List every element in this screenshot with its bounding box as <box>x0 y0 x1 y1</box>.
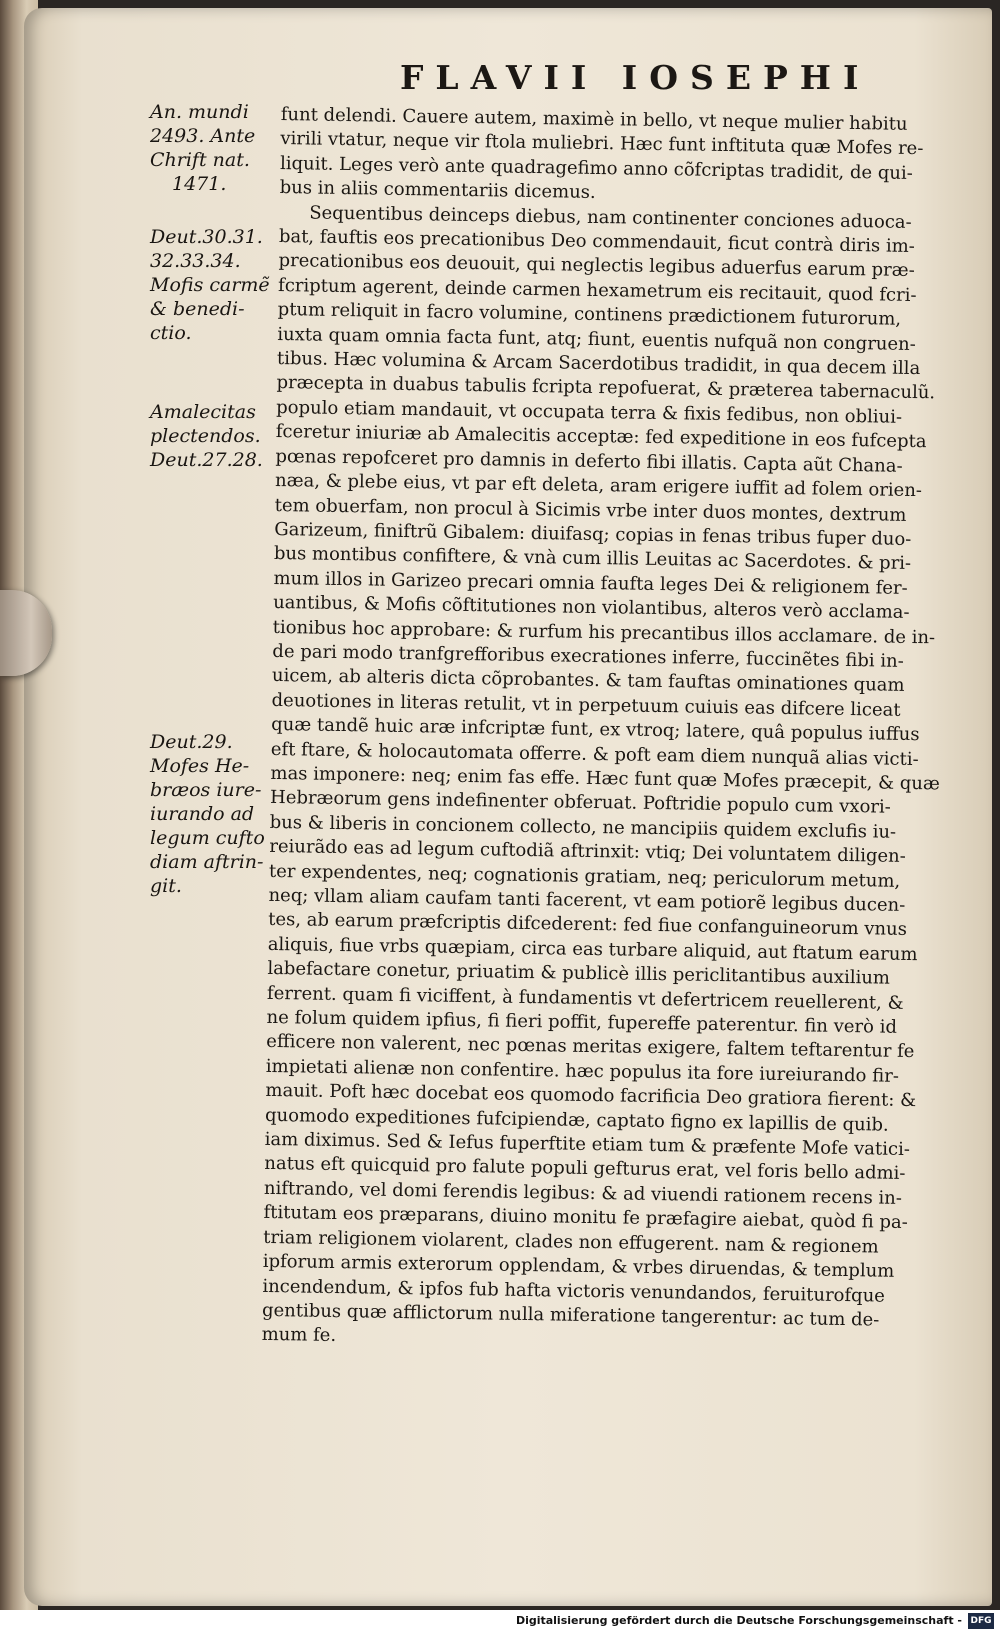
text-line: mum fe. <box>261 1324 337 1347</box>
footer-bar <box>0 1610 1000 1634</box>
text-line: impietati alienæ non confentire. hæc populus ita fore iureiurando fir- <box>265 1055 900 1087</box>
text-line: bus & liberis in concionem collecto, ne mancipiis quidem exclufis iu- <box>269 811 897 843</box>
margin-note-deut3031 <box>150 225 285 345</box>
text-line: ipforum armis exterorum opplendam, & vrbes diruendas, & templum <box>262 1250 895 1282</box>
margin-note-line: plectendos. <box>150 425 261 447</box>
text-line: tes, ab earum præfcriptis difcederent: fed fiue confanguineorum vnus <box>268 909 908 941</box>
text-line: precationibus eos deuouit, qui neglectis legibus aduerfus earum præ- <box>278 250 915 282</box>
margin-note-deut29 <box>150 730 285 898</box>
text-line: eft ftare, & holocautomata offerre. & poft eam diem nunquã alias victi- <box>270 738 919 770</box>
text-line: ferrent. quam fi viciffent, à fundamentis vt defertricem reuellerent, & <box>266 982 904 1014</box>
margin-note-line: Mofis carmẽ <box>150 274 270 296</box>
margin-note-line: 32.33.34. <box>150 250 241 272</box>
text-line: Hebræorum gens indefinenter obferuat. Poftridie populo cum vxori- <box>269 787 891 819</box>
margin-note-line: & benedi- <box>150 298 245 320</box>
text-line: bus in aliis commentariis dicemus. <box>279 177 596 204</box>
running-title: FLAVII IOSEPHI <box>400 58 871 97</box>
text-line: tibus. Hæc volumina & Arcam Sacerdotibus tradidit, in qua decem illa <box>276 348 921 380</box>
text-line: ptum reliquit in facro volumine, continens prædictionem futurorum, <box>277 299 902 331</box>
text-line: de pari modo tranfgrefforibus execrationes inferre, fuccinẽtes fibi in- <box>272 640 904 672</box>
text-line: tionibus hoc approbare: & rurfum his precantibus illos acclamare. de in- <box>272 616 936 648</box>
text-line: ter expendentes, neq; cognationis gratiam, neq; periculorum metum, <box>268 860 901 892</box>
text-line: tem obuerfam, non procul à Sicimis vrbe inter duos montes, dextrum <box>274 494 907 526</box>
margin-note-line: Deut.29. <box>150 731 233 753</box>
text-line: fcriptum agerent, deinde carmen hexametrum eis recitauit, quod fcri- <box>277 274 917 306</box>
text-line: niftrando, vel domi ferendis legibus: & ad viuendi rationem recens in- <box>263 1177 903 1209</box>
margin-note-line: git. <box>150 875 182 897</box>
text-line: uantibus, & Mofis cõftitutiones non violantibus, alteros verò acclama- <box>272 592 910 624</box>
margin-note-line: iurando ad <box>150 803 255 825</box>
text-line: Sequentibus deinceps diebus, nam continenter conciones aduoca- <box>309 202 912 233</box>
text-line: quomodo expeditiones fufcipiendæ, captato figno ex lapillis de quib. <box>264 1104 889 1136</box>
margin-note-line: 1471. <box>172 173 227 195</box>
text-line: mauit. Poft hæc docebat eos quomodo facrificia Deo gratiora fierent: & <box>265 1080 917 1112</box>
text-line: aliquis, fiue vrbs quæpiam, circa eas turbare aliquid, aut ftatum earum <box>267 933 918 965</box>
text-line: uicem, ab alteris dicta cõprobantes. & tam fauftas ominationes quam <box>271 665 905 697</box>
margin-note-line: Chrift nat. <box>150 149 250 171</box>
text-line: iuxta quam omnia facta funt, atq; fiunt, euentis nufquã non congruen- <box>277 323 916 355</box>
text-line: Garizeum, finiftrũ Gibalem: diuifasq; copias in fenas tribus fuper duo- <box>274 518 912 550</box>
margin-note-line: 2493. Ante <box>150 125 256 147</box>
text-line: neq; vllam aliam caufam tanti facerent, vt eam potiorẽ legibus ducen- <box>268 884 906 916</box>
text-line: mum illos in Garizeo precari omnia faufta leges Dei & religionem fer- <box>273 567 908 599</box>
margin-note-line: Deut.27.28. <box>150 449 263 471</box>
text-line: mas imponere: neq; enim fas effe. Hæc funt quæ Mofes præcepit, & quæ <box>270 762 941 795</box>
text-line: bat, fauftis eos precationibus Deo commendauit, ficut contrà diris im- <box>278 226 915 258</box>
margin-note-line: legum cufto <box>150 827 265 849</box>
text-line: labefactare conetur, priuatim & publicè illis periclitantibus auxilium <box>267 958 891 989</box>
margin-note-line: Amalecitas <box>150 401 256 423</box>
text-line: gentibus quæ afflictorum nulla miferatione tangerentur: ac tum de- <box>261 1299 880 1331</box>
text-line: populo etiam mandauit, vt occupata terra & fixis fedibus, non obliui- <box>276 396 903 428</box>
text-line: fceretur iniuriæ ab Amalecitis acceptæ: fed expeditione in eos fufcepta <box>275 421 927 453</box>
margin-note-line: diam aftrin- <box>150 851 264 873</box>
text-line: præcepta in duabus tabulis fcripta repofuerat, & præterea tabernaculũ. <box>276 372 936 404</box>
text-line: bus montibus confiftere, & vnà cum illis Leuitas ac Sacerdotes. & pri- <box>273 543 912 575</box>
body-text <box>261 103 970 1358</box>
text-line: natus eft quicquid pro falute populi gefturus erat, vel foris bello admi- <box>264 1153 906 1185</box>
text-line: virili vtatur, neque vir ftola muliebri. Hæc funt inftituta quæ Mofes re- <box>280 128 924 160</box>
dfg-logo-icon: DFG <box>968 1613 994 1629</box>
margin-note-line: bræos iure- <box>150 779 262 801</box>
text-line: quæ tandẽ huic aræ infcriptæ funt, ex vtroq; latere, quâ populus iuffus <box>271 714 920 746</box>
margin-note-amalec <box>150 400 285 472</box>
text-line: triam religionem violarent, clades non effugerent. nam & regionem <box>263 1226 879 1258</box>
margin-note-line: An. mundi <box>150 101 249 123</box>
margin-note-year <box>150 100 285 196</box>
text-line: ne folum quidem ipfius, fi fieri poffit, fupereffe paterentur. fin verò id <box>266 1006 898 1038</box>
margin-note-line: Deut.30.31. <box>150 226 263 248</box>
text-line: reiurãdo eas ad legum cuftodiã aftrinxit: vtiq; Dei voluntatem diligen- <box>269 836 906 868</box>
margin-note-line: ctio. <box>150 322 192 344</box>
text-line: pœnas repofceret pro damnis in deferto fibi illatis. Capta aũt Chana- <box>275 445 903 477</box>
footer-credit: Digitalisierung gefördert durch die Deutsche Forschungsgemeinschaft - <box>515 1614 962 1627</box>
text-line: ftitutam eos præparans, diuino monitu fe præfagire aiebat, quòd fi pa- <box>263 1202 908 1234</box>
margin-note-line: Mofes He- <box>150 755 250 777</box>
text-line: iam diximus. Sed & Iefus fuperftite etiam tum & præfente Mofe vatici- <box>264 1128 911 1161</box>
text-line: incendendum, & ipfos fub hafta victoris venundandos, feruiturofque <box>262 1275 886 1307</box>
text-line: liquit. Leges verò ante quadragefimo anno cõfcriptas tradidit, de qui- <box>279 152 913 184</box>
text-line: næa, & plebe eius, vt par eft deleta, aram erigere iuffit ad folem orien- <box>274 470 923 502</box>
text-line: funt delendi. Cauere autem, maximè in bello, vt neque mulier habitu <box>280 103 908 135</box>
text-line: deuotiones in literas retulit, vt in perpetuum cuiuis eas difcere liceat <box>271 689 901 721</box>
text-line: efficere non valerent, nec pœnas meritas exigere, faltem teftarentur fe <box>266 1031 915 1063</box>
